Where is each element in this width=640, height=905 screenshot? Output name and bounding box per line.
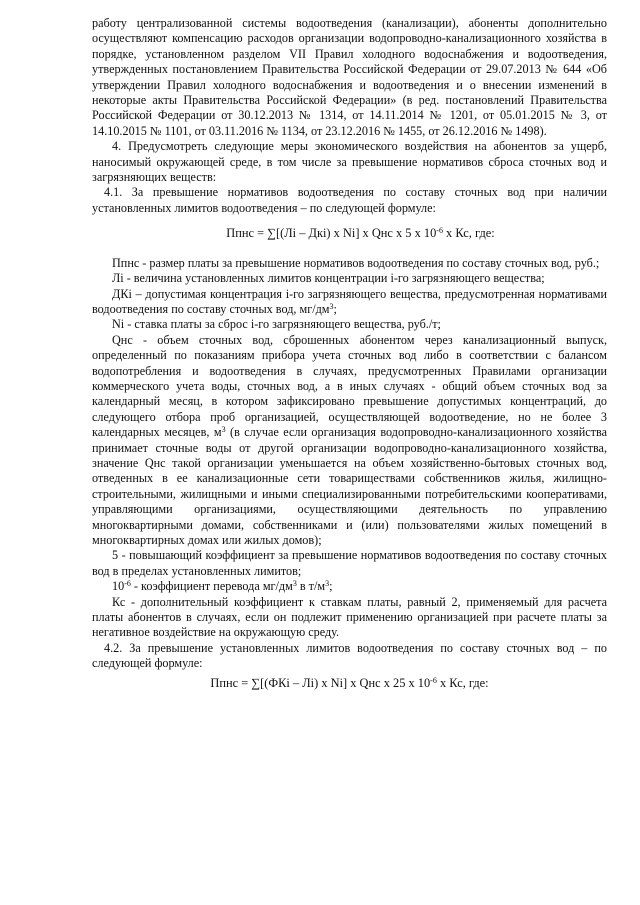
definition-qns-sup: 3 [221, 425, 226, 435]
definition-dki-end: ; [333, 301, 337, 316]
paragraph-intro: работу централизованной системы водоотведения (канализации), абоненты дополнительно осуществляют компенсацию расходов организации водопроводно-канализационного хозяйства в порядке, установленном разделом VII Правил холодного водоснабжения и водоотведения, утвержденных постановлением Правительства Российской Федерации от 29.07.2013 № 644 «Об утверждении Правил холодного водоснабжения и водоотведения и о внесении изменений в некоторые акты Правительства Российской Федерации» (в ред. постановлений Правительства Российской Федерации от 30.12.2013 № 1314, от 14.11.2014 № 1201, от 05.01.2015 № 3, от 14.10.2015 № 1101, от 03.11.2016 № 1134, от 23.12.2016 № 1455, от 26.12.2016 № 1498). [92, 16, 607, 138]
definition-kc: Кс - дополнительный коэффициент к ставкам платы, равный 2, применяемый для расчета платы абонентов в случаях, если он подлежит применению организацией при расчете платы за негативное воздействие на окружающую среду. [92, 594, 607, 640]
formula-2-main: Ппнс = ∑[(ФКi – Лi) x Ni] x Qнс x 25 x 10 [210, 675, 431, 690]
definition-qns [92, 333, 607, 549]
definition-10-end: ; [329, 579, 333, 594]
definition-qns-part2: (в случае если организация водопроводно-канализационного хозяйства принимает сточные воды от другой организации водопроводно-канализационного хозяйства, значение Qнс такой организации уменьшается на объем хозяйственно-бытовых сточных вод, отведенных в ее канализационные сети товариществами собственников жилья, жилищно-строительными, жилищными и иными специализированными потребительскими кооперативами, управляющими организациями, осуществляющими деятельность по управлению многоквартирными домами, собственниками и (или) пользователями жилых помещений в многоквартирных домах или жилых домов); [92, 425, 607, 547]
formula-2-exponent: -6 [430, 675, 437, 685]
formula-2 [92, 672, 607, 691]
formula-1 [92, 216, 607, 255]
definition-dki-text: ДКi – допустимая концентрация i-го загрязняющего вещества, предусмотренная нормативами водоотведения по составу сточных вод, мг/дм [92, 286, 607, 316]
formula-2-tail: x Кс, где: [436, 675, 489, 690]
definition-10-sup2: 3 [325, 579, 330, 589]
definition-10-text2: в т/м [296, 579, 326, 594]
definition-dki [92, 287, 607, 318]
definition-ppns: Ппнс - размер платы за превышение нормативов водоотведения по составу сточных вод, руб.; [112, 255, 600, 270]
formula-1-tail: x Кс, где: [442, 226, 495, 241]
definition-dki-sup: 3 [329, 301, 334, 311]
definition-qns-part1: Qнс - объем сточных вод, сброшенных абонентом через канализационный выпуск, определенный по показаниям прибора учета сточных вод либо в соответствии с балансом водопотребления и водоотведения в случаях, предусмотренных Правилами организации коммерческого учета воды, сточных вод, а в иных случаях - общий объем сточных вод за календарный месяц, в котором зафиксировано превышение допустимых концентраций, до следующего отбора проб организацией, осуществляющей водоотведение, но не более 3 календарных месяцев, м [92, 332, 607, 440]
definition-10-base: 10 [112, 579, 125, 594]
definition-li: Лi - величина установленных лимитов концентрации i-го загрязняющего вещества; [112, 271, 545, 286]
paragraph-4-1: 4.1. За превышение нормативов водоотведения по составу сточных вод при наличии установленных лимитов водоотведения – по следующей формуле: [92, 185, 607, 215]
formula-1-main: Ппнс = ∑[(Лi – Дкi) x Ni] x Qнс x 5 x 10 [226, 226, 437, 241]
formula-1-exponent: -6 [436, 226, 443, 236]
paragraph-4: 4. Предусмотреть следующие меры экономического воздействия на абонентов за ущерб, наносимый окружающей среде, в том числе за превышение нормативов сброса сточных вод и загрязняющих веществ: [92, 139, 607, 185]
definition-ni: Ni - ставка платы за сброс i-го загрязняющего вещества, руб./т; [112, 317, 441, 332]
definition-5: 5 - повышающий коэффициент за превышение нормативов водоотведения по составу сточных вод в пределах установленных лимитов; [92, 548, 607, 578]
definition-10-exp: -6 [124, 579, 131, 589]
definition-10-text: - коэффициент перевода мг/дм [130, 579, 293, 594]
paragraph-4-2: 4.2. За превышение установленных лимитов водоотведения по составу сточных вод – по следующей формуле: [92, 640, 607, 671]
definition-10 [92, 579, 607, 594]
definition-10-sup: 3 [292, 579, 297, 589]
